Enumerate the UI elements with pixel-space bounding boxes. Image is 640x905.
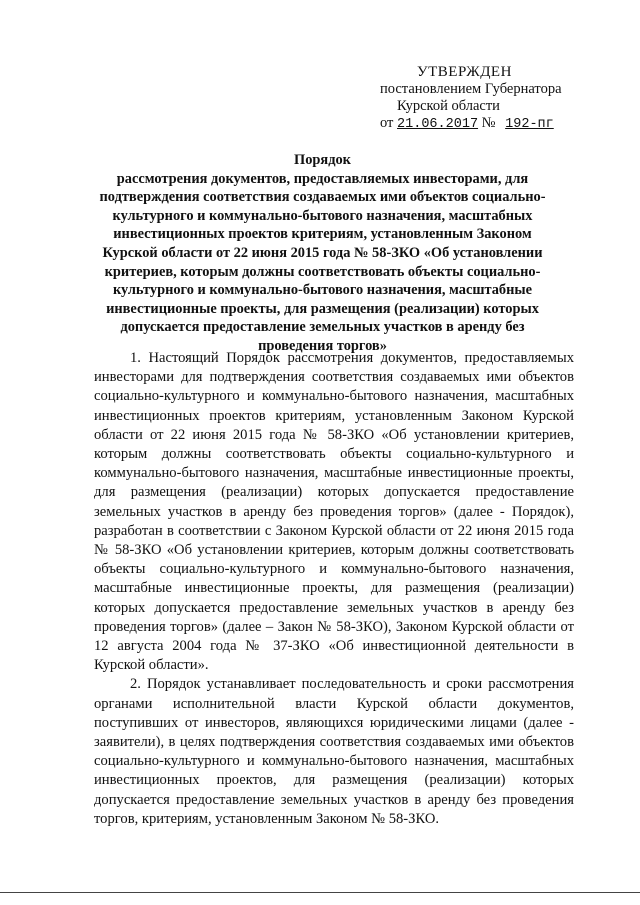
approval-act: постановлением Губернатора: [380, 81, 562, 97]
from-prefix: от: [380, 115, 394, 131]
title-main: Порядок: [294, 152, 351, 168]
approval-date-number: [380, 115, 580, 133]
paragraph-1: 1. Настоящий Порядок рассмотрения документов, предоставляемых инвесторами для подтверждения соответствия создаваемых ими объектов социально-культурного и коммунально-бытового назначения, масштабных инвестиционных проектов критериям, установленным Законом Курской области от 22 июня 2015 года № 58-ЗКО «Об установлении критериев, которым должны соответствовать объекты социально-культурного и коммунально-бытового назначения, масштабные инвестиционные проекты, для размещения (реализации) которых допускается предоставление земельных участков в аренду без проведения торгов» (далее - Порядок), разработан в соответствии с Законом Курской области от 22 июня 2015 года № 58-ЗКО «Об установлении критериев, которым должны соответствовать объекты социально-культурного и коммунально-бытового назначения, масштабные инвестиционные проекты, для размещения (реализации) которых допускается предоставление земельных участков в аренду без проведения торгов» (далее – Закон № 58-ЗКО), Законом Курской области от 12 августа 2004 года № 37-ЗКО «Об инвестиционной деятельности в Курской области».: [94, 350, 574, 674]
approval-stamp: [380, 64, 580, 133]
paragraph-2: 2. Порядок устанавливает последовательность и сроки рассмотрения органами исполнительной власти Курской области документов, поступивших от инвесторов, являющихся юридическими лицами (далее - заявители), в целях подтверждения соответствия создаваемых ими объектов социально-культурного и коммунально-бытового назначения, масштабных инвестиционных проектов, для размещения (реализации) которых допускается предоставление земельных участков в аренду без проведения торгов, критериям, установленным Законом № 58-ЗКО.: [94, 676, 574, 827]
approval-number: 192-пг: [505, 117, 554, 132]
approval-date: 21.06.2017: [397, 117, 479, 132]
document-body: [94, 349, 574, 829]
approval-heading: УТВЕРЖДЕН: [417, 64, 512, 80]
document-title: [95, 151, 550, 356]
page-edge-line: [0, 892, 640, 893]
approval-region: Курской области: [397, 98, 500, 114]
title-subtitle: рассмотрения документов, предоставляемых инвесторами, для подтверждения соответствия создаваемых ими объектов социально-культурного и коммунально-бытового назначения, масштабных инвестиционных проектов критериям, установленным Законом Курской области от 22 июня 2015 года № 58-ЗКО «Об установлении критериев, которым должны соответствовать объекты социально-культурного и коммунально-бытового назначения, масштабные инвестиционные проекты, для размещения (реализации) которых допускается предоставление земельных участков в аренду без проведения торгов»: [99, 170, 546, 354]
number-prefix: №: [481, 115, 496, 131]
